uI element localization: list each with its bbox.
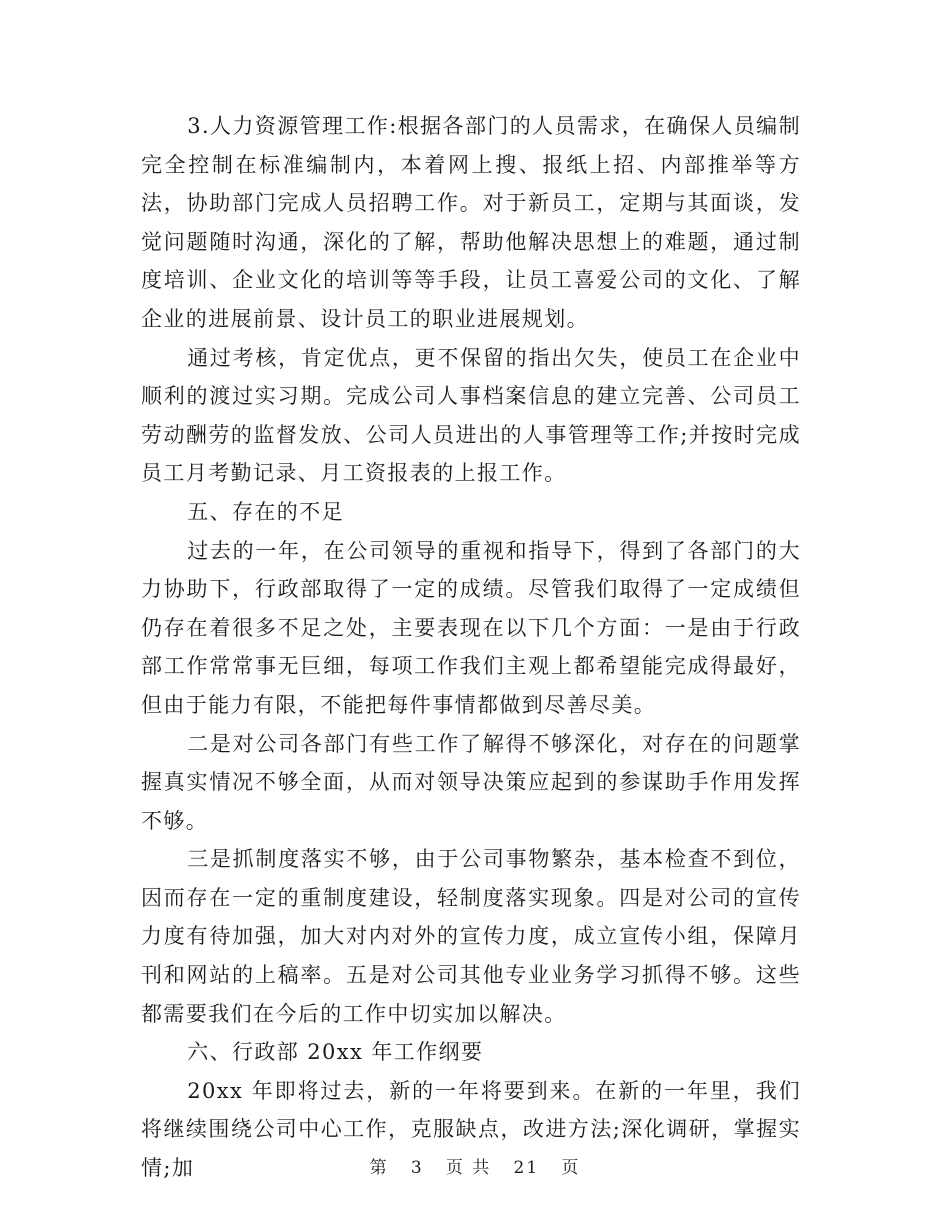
paragraph-third-point: 三是抓制度落实不够，由于公司事物繁杂，基本检查不到位，因而存在一定的重制度建设，轻制度落实现象。四是对公司的宣传力度有待加强，加大对内对外的宣传力度，成立宣传小组，保障月刊和网站的上稿率。五是对公司其他专业业务学习抓得不够。这些都需要我们在今后的工作中切实加以解决。 xyxy=(141,847,801,1026)
paragraph-hr-management: 3.人力资源管理工作:根据各部门的人员需求，在确保人员编制完全控制在标准编制内，本着网上搜、报纸上招、内部推举等方法，协助部门完成人员招聘工作。对于新员工，定期与其面谈，发觉问题随时沟通，深化的了解，帮助他解决思想上的难题，通过制度培训、企业文化的培训等等手段，让员工喜爱公司的文化、了解企业的进展前景、设计员工的职业进展规划。 xyxy=(141,114,801,331)
footer-suffix: 页 xyxy=(561,1158,581,1178)
paragraph-past-year: 过去的一年，在公司领导的重视和指导下，得到了各部门的大力协助下，行政部取得了一定的成绩。尽管我们取得了一定成绩但仍存在着很多不足之处，主要表现在以下几个方面：一是由于行政部工作常常事无巨细，每项工作我们主观上都希望能完成得最好，但由于能力有限，不能把每件事情都做到尽善尽美。 xyxy=(141,538,801,717)
section-heading-work-outline: 六、行政部 20xx 年工作纲要 xyxy=(187,1040,484,1065)
footer-prefix: 第 xyxy=(369,1158,389,1178)
footer-middle: 页 共 xyxy=(445,1158,492,1178)
paragraph-new-year: 20xx 年即将过去，新的一年将要到来。在新的一年里，我们将继续围绕公司中心工作，克服缺点，改进方法;深化调研，掌握实情;加 xyxy=(141,1078,801,1181)
section-heading-shortcomings: 五、存在的不足 xyxy=(187,499,344,524)
page-footer xyxy=(0,1153,950,1178)
footer-total-pages: 21 xyxy=(513,1158,540,1178)
document-body xyxy=(141,107,801,1188)
paragraph-assessment: 通过考核，肯定优点，更不保留的指出欠失，使员工在企业中顺利的渡过实习期。完成公司人事档案信息的建立完善、公司员工劳动酬劳的监督发放、公司人员进出的人事管理等工作;并按时完成员工月考勤记录、月工资报表的上报工作。 xyxy=(141,345,801,486)
footer-page-number: 3 xyxy=(410,1158,424,1178)
paragraph-second-point: 二是对公司各部门有些工作了解得不够深化，对存在的问题掌握真实情况不够全面，从而对领导决策应起到的参谋助手作用发挥不够。 xyxy=(141,731,801,833)
